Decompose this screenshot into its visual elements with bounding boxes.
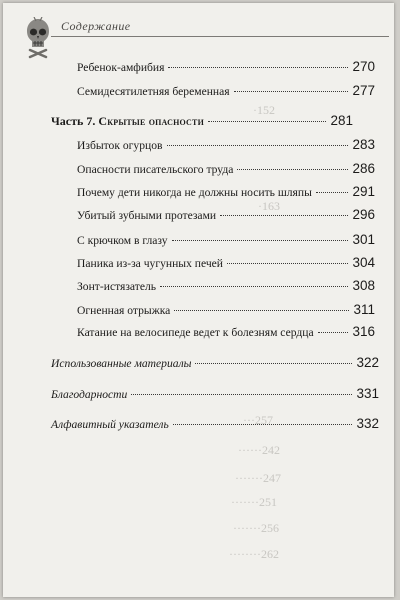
toc-leader <box>172 240 349 241</box>
toc-leader <box>316 192 349 193</box>
toc-leader <box>174 310 349 311</box>
part-name: Скрытые опасности <box>98 114 204 128</box>
toc-leader <box>167 145 349 146</box>
toc-back-entry[interactable] <box>51 386 379 401</box>
toc-entry-page: 281 <box>330 113 353 128</box>
book-page <box>3 3 394 597</box>
toc-entry-page: 332 <box>356 416 379 431</box>
toc-leader <box>160 286 348 287</box>
toc-leader <box>220 215 348 216</box>
toc-back-entry[interactable] <box>51 416 379 431</box>
toc-entry-title: Зонт-истязатель <box>77 280 157 293</box>
show-through: ······242 <box>238 443 280 457</box>
toc-entry-page: 277 <box>352 83 375 98</box>
toc-leader <box>234 91 349 92</box>
toc-part-entry[interactable] <box>51 113 353 129</box>
toc-entry-page: 270 <box>352 59 375 74</box>
show-through: ·······251 <box>231 495 277 509</box>
toc-entry-title: Использованные материалы <box>51 357 192 370</box>
toc-entry[interactable] <box>77 137 375 152</box>
toc-entry-title: Огненная отрыжка <box>77 304 171 317</box>
toc-entry-page: 304 <box>352 255 375 270</box>
toc-entry-page: 301 <box>352 232 375 247</box>
toc-entry[interactable] <box>77 184 375 199</box>
show-through: ···257 <box>243 413 273 427</box>
toc-entry-title: Благодарности <box>51 388 128 401</box>
toc-leader <box>208 121 326 122</box>
toc-entry[interactable] <box>77 207 375 222</box>
toc-entry-title: Избыток огурцов <box>77 139 163 152</box>
toc-entry-title: Опасности писательского труда <box>77 163 234 176</box>
toc-entry[interactable] <box>77 161 375 176</box>
show-through: ········262 <box>229 547 279 561</box>
toc-entry-page: 296 <box>352 207 375 222</box>
show-through: ·······256 <box>233 521 279 535</box>
toc-entry[interactable] <box>77 324 375 339</box>
toc-part-title <box>51 114 204 129</box>
toc-leader <box>168 67 348 68</box>
toc-entry-title: Ребенок-амфибия <box>77 61 165 74</box>
toc-entry-page: 331 <box>356 386 379 401</box>
toc-entry[interactable] <box>77 59 375 74</box>
show-through: ·······247 <box>235 471 281 485</box>
toc-entry-title: Алфавитный указатель <box>51 418 169 431</box>
toc-entry-page: 286 <box>352 161 375 176</box>
toc-entry-page: 322 <box>356 355 379 370</box>
toc-entry-title: Убитый зубными протезами <box>77 209 217 222</box>
toc-leader <box>318 332 349 333</box>
toc-entry-page: 283 <box>352 137 375 152</box>
table-of-contents <box>3 3 394 597</box>
toc-leader <box>131 394 352 395</box>
toc-entry-title: Катание на велосипеде ведет к болезням сердца <box>77 326 314 339</box>
toc-entry[interactable] <box>77 255 375 270</box>
show-through: ·163 <box>258 199 280 213</box>
toc-back-entry[interactable] <box>51 355 379 370</box>
running-title: Содержание <box>61 19 131 33</box>
show-through: ·152 <box>253 103 275 117</box>
toc-leader <box>195 363 352 364</box>
toc-entry-title: Паника из-за чугунных печей <box>77 257 224 270</box>
toc-entry[interactable] <box>77 83 375 98</box>
toc-entry-page: 311 <box>353 302 375 317</box>
toc-entry-page: 291 <box>352 184 375 199</box>
toc-leader <box>173 424 353 425</box>
toc-entry-title: Почему дети никогда не должны носить шляпы <box>77 186 312 199</box>
toc-leader <box>237 169 348 170</box>
toc-leader <box>227 263 348 264</box>
toc-entry-page: 308 <box>352 278 375 293</box>
toc-entry-page: 316 <box>352 324 375 339</box>
toc-entry-title: Семидесятилетняя беременная <box>77 85 230 98</box>
toc-entry[interactable] <box>77 302 375 317</box>
toc-entry[interactable] <box>77 278 375 293</box>
toc-entry[interactable] <box>77 232 375 247</box>
toc-entry-title: С крючком в глазу <box>77 234 168 247</box>
part-label: Часть 7. <box>51 114 99 128</box>
